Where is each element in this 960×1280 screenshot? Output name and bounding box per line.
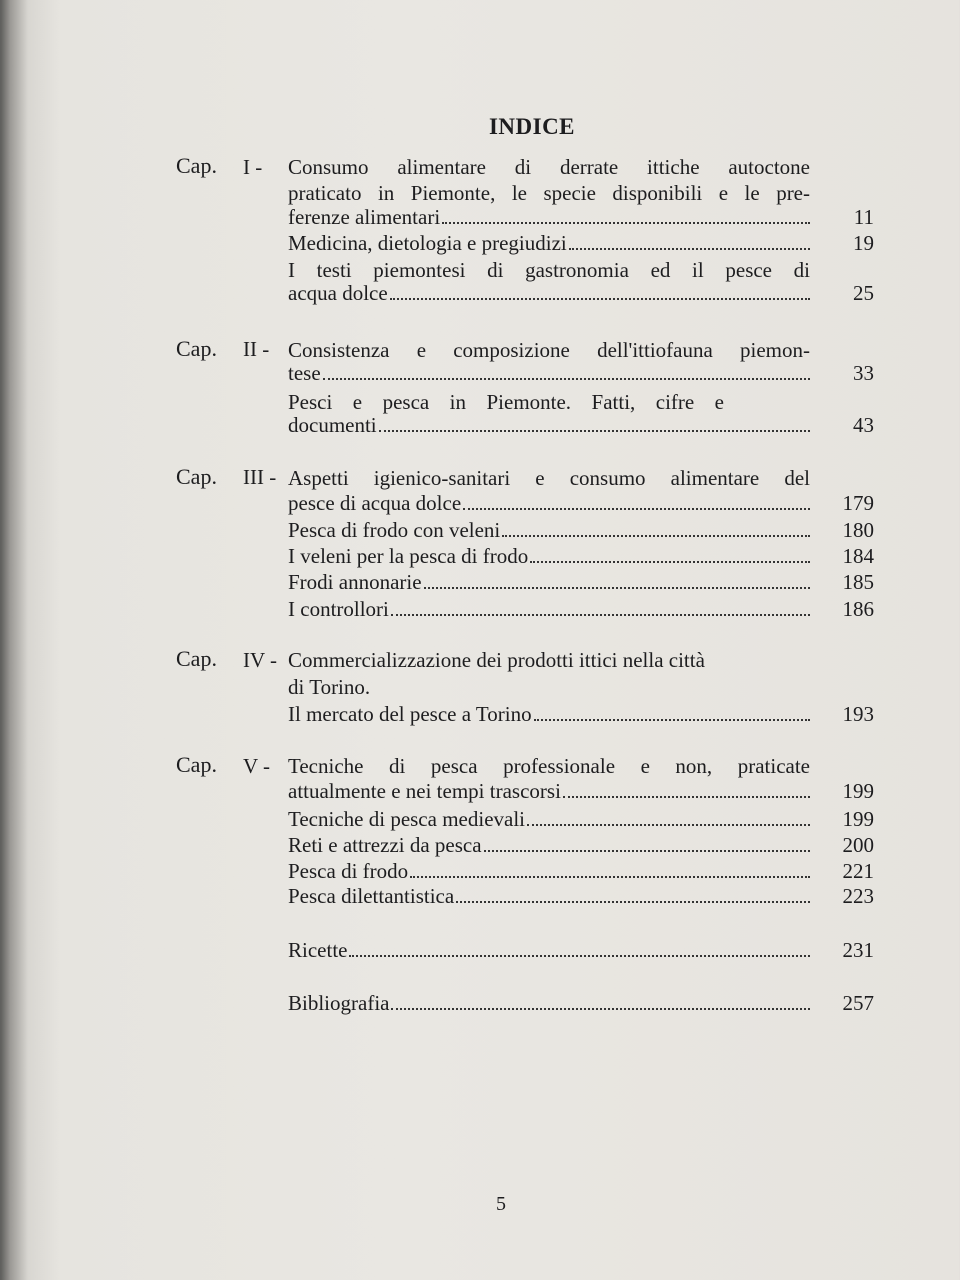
dot-leader bbox=[410, 876, 810, 878]
toc-entry bbox=[288, 280, 874, 306]
page-title: INDICE bbox=[488, 114, 576, 139]
dot-leader bbox=[391, 614, 810, 616]
toc-page: 193 bbox=[842, 702, 874, 726]
toc-page: 257 bbox=[842, 991, 874, 1015]
toc-line bbox=[288, 753, 874, 779]
toc-entry bbox=[288, 517, 874, 543]
toc-page: 19 bbox=[853, 231, 874, 255]
chapter-label: Cap. bbox=[176, 646, 217, 671]
toc-page: 185 bbox=[842, 570, 874, 594]
toc-entry bbox=[288, 360, 874, 386]
toc-text: I veleni per la pesca di frodo bbox=[288, 544, 529, 568]
toc-entry-bibliografia bbox=[288, 990, 874, 1016]
toc-text: di Torino. bbox=[288, 675, 371, 699]
toc-text: Tecniche di pesca professionale e non, praticate bbox=[288, 754, 810, 778]
dot-leader bbox=[424, 587, 810, 589]
toc-text: Pesca di frodo con veleni bbox=[288, 518, 501, 542]
dot-leader bbox=[323, 378, 810, 380]
toc-text: Frodi annonarie bbox=[288, 570, 422, 594]
toc-text: Tecniche di pesca medievali bbox=[288, 807, 525, 831]
toc-line bbox=[288, 674, 874, 700]
toc-text: pesce di acqua dolce bbox=[288, 491, 462, 515]
toc-page: 186 bbox=[842, 597, 874, 621]
dot-leader bbox=[502, 535, 810, 537]
toc-entry bbox=[288, 883, 874, 909]
toc-text: attualmente e nei tempi trascorsi bbox=[288, 779, 561, 803]
toc-page: 199 bbox=[842, 807, 874, 831]
dot-leader bbox=[442, 222, 810, 224]
toc-text: Consistenza e composizione dell'ittiofauna piemon- bbox=[288, 338, 810, 362]
toc-text: Aspetti igienico-sanitari e consumo alimentare del bbox=[288, 466, 810, 490]
toc-line bbox=[288, 465, 874, 491]
toc-page: 11 bbox=[853, 205, 874, 229]
dot-leader bbox=[563, 796, 810, 798]
toc-page: 43 bbox=[853, 413, 874, 437]
toc-page: 184 bbox=[842, 544, 874, 568]
toc-line bbox=[288, 154, 874, 180]
toc-entry bbox=[288, 778, 874, 804]
dot-leader bbox=[390, 298, 810, 300]
chapter-numeral: II - bbox=[243, 337, 270, 361]
toc-line bbox=[288, 180, 874, 206]
toc-page: 199 bbox=[842, 779, 874, 803]
toc-entry bbox=[288, 832, 874, 858]
toc-text: ferenze alimentari bbox=[288, 205, 441, 229]
dot-leader bbox=[349, 955, 810, 957]
toc-page: 33 bbox=[853, 361, 874, 385]
toc-page: 223 bbox=[842, 884, 874, 908]
toc-page: 221 bbox=[842, 859, 874, 883]
toc-text: Consumo alimentare di derrate ittiche autoctone bbox=[288, 155, 810, 179]
chapter-numeral: IV - bbox=[243, 648, 278, 672]
chapter-label: Cap. bbox=[176, 336, 217, 361]
dot-leader bbox=[534, 719, 810, 721]
toc-entry bbox=[288, 490, 874, 516]
toc-page: 179 bbox=[842, 491, 874, 515]
dot-leader bbox=[530, 561, 810, 563]
toc-text: Pesca dilettantistica bbox=[288, 884, 455, 908]
dot-leader bbox=[379, 430, 810, 432]
toc-text: I controllori bbox=[288, 597, 389, 621]
toc-entry bbox=[288, 412, 874, 438]
chapter-label: Cap. bbox=[176, 752, 217, 777]
dot-leader bbox=[456, 901, 810, 903]
toc-entry bbox=[288, 596, 874, 622]
toc-text: Reti e attrezzi da pesca bbox=[288, 833, 482, 857]
toc-entry bbox=[288, 230, 874, 256]
toc-text: Medicina, dietologia e pregiudizi bbox=[288, 231, 567, 255]
chapter-label: Cap. bbox=[176, 464, 217, 489]
toc-text: praticato in Piemonte, le specie disponibili e le pre- bbox=[288, 181, 810, 205]
dot-leader bbox=[569, 248, 810, 250]
toc-entry bbox=[288, 701, 874, 727]
toc-text: Commercializzazione dei prodotti ittici nella città bbox=[288, 648, 705, 672]
dot-leader bbox=[463, 508, 810, 510]
toc-page: 25 bbox=[853, 281, 874, 305]
toc-entry-ricette bbox=[288, 937, 874, 963]
page-number: 5 bbox=[496, 1193, 506, 1215]
toc-text: Pesca di frodo bbox=[288, 859, 409, 883]
toc-entry bbox=[288, 204, 874, 230]
toc-entry bbox=[288, 858, 874, 884]
toc-text: acqua dolce bbox=[288, 281, 388, 305]
toc-text: Pesci e pesca in Piemonte. Fatti, cifre e bbox=[288, 390, 724, 414]
toc-text: documenti bbox=[288, 413, 377, 437]
chapter-numeral: III - bbox=[243, 465, 277, 489]
chapter-numeral: I - bbox=[243, 155, 263, 179]
toc-text: Il mercato del pesce a Torino bbox=[288, 702, 532, 726]
toc-entry bbox=[288, 569, 874, 595]
chapter-label: Cap. bbox=[176, 153, 217, 178]
chapter-numeral: V - bbox=[243, 754, 271, 778]
toc-entry bbox=[288, 543, 874, 569]
toc-text: tese bbox=[288, 361, 321, 385]
toc-page: 180 bbox=[842, 518, 874, 542]
dot-leader bbox=[527, 824, 810, 826]
toc-entry bbox=[288, 806, 874, 832]
toc-text: Bibliografia bbox=[288, 991, 390, 1015]
toc-text: Ricette bbox=[288, 938, 348, 962]
dot-leader bbox=[391, 1008, 810, 1010]
dot-leader bbox=[484, 850, 810, 852]
toc-page: 200 bbox=[842, 833, 874, 857]
toc-text: I testi piemontesi di gastronomia ed il pesce di bbox=[288, 258, 810, 282]
toc-page: 231 bbox=[842, 938, 874, 962]
toc-line bbox=[288, 647, 874, 673]
